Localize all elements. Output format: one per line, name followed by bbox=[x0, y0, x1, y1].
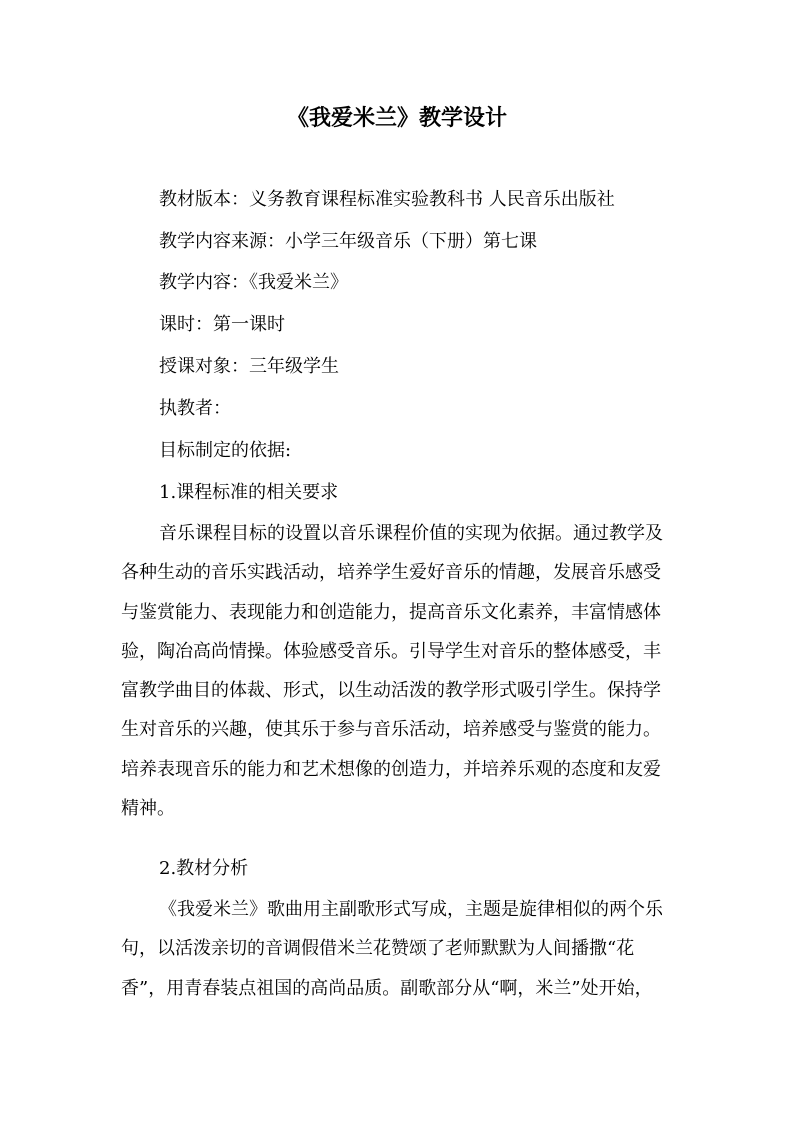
paragraph-line: 精神。 bbox=[121, 798, 175, 820]
paragraph-line: 音乐课程目标的设置以音乐课程价值的实现为依据。通过教学及 bbox=[159, 523, 663, 544]
edition-line: 教材版本：义务教育课程标准实验教科书 人民音乐出版社 bbox=[159, 189, 615, 210]
paragraph-line: 生对音乐的兴趣，使其乐于参与音乐活动，培养感受与鉴赏的能力。 bbox=[121, 719, 661, 741]
section1-heading: 1.课程标准的相关要求 bbox=[159, 482, 339, 503]
period-line: 课时：第一课时 bbox=[159, 314, 285, 335]
paragraph-line: 句，以活泼亲切的音调假借米兰花赞颂了老师默默为人间播撒“花 bbox=[121, 938, 635, 960]
audience-line: 授课对象：三年级学生 bbox=[159, 356, 339, 377]
paragraph-line: 培养表现音乐的能力和艺术想像的创造力，并培养乐观的态度和友爱 bbox=[121, 758, 661, 780]
section1-paragraph bbox=[121, 521, 681, 835]
teacher-line: 执教者： bbox=[159, 398, 231, 419]
section2-paragraph bbox=[121, 897, 681, 1015]
paragraph-line: 与鉴赏能力、表现能力和创造能力，提高音乐文化素养，丰富情感体 bbox=[121, 601, 661, 623]
content-line: 教学内容：《我爱米兰》 bbox=[159, 272, 348, 293]
document-title: 《我爱米兰》教学设计 bbox=[286, 105, 507, 131]
source-line: 教学内容来源：小学三年级音乐（下册）第七课 bbox=[159, 231, 537, 252]
paragraph-line: 香”，用青春装点祖国的高尚品质。副歌部分从“啊，米兰”处开始， bbox=[121, 977, 653, 999]
section2-heading: 2.教材分析 bbox=[159, 858, 249, 879]
paragraph-line: 验，陶冶高尚情操。体验感受音乐。引导学生对音乐的整体感受，丰 bbox=[121, 640, 661, 662]
paragraph-line: 《我爱米兰》歌曲用主副歌形式写成，主题是旋律相似的两个乐 bbox=[159, 899, 663, 920]
paragraph-line: 富教学曲目的体裁、形式，以生动活泼的教学形式吸引学生。保持学 bbox=[121, 680, 661, 702]
paragraph-line: 各种生动的音乐实践活动，培养学生爱好音乐的情趣，发展音乐感受 bbox=[121, 562, 661, 584]
basis-line: 目标制定的依据: bbox=[159, 440, 292, 461]
